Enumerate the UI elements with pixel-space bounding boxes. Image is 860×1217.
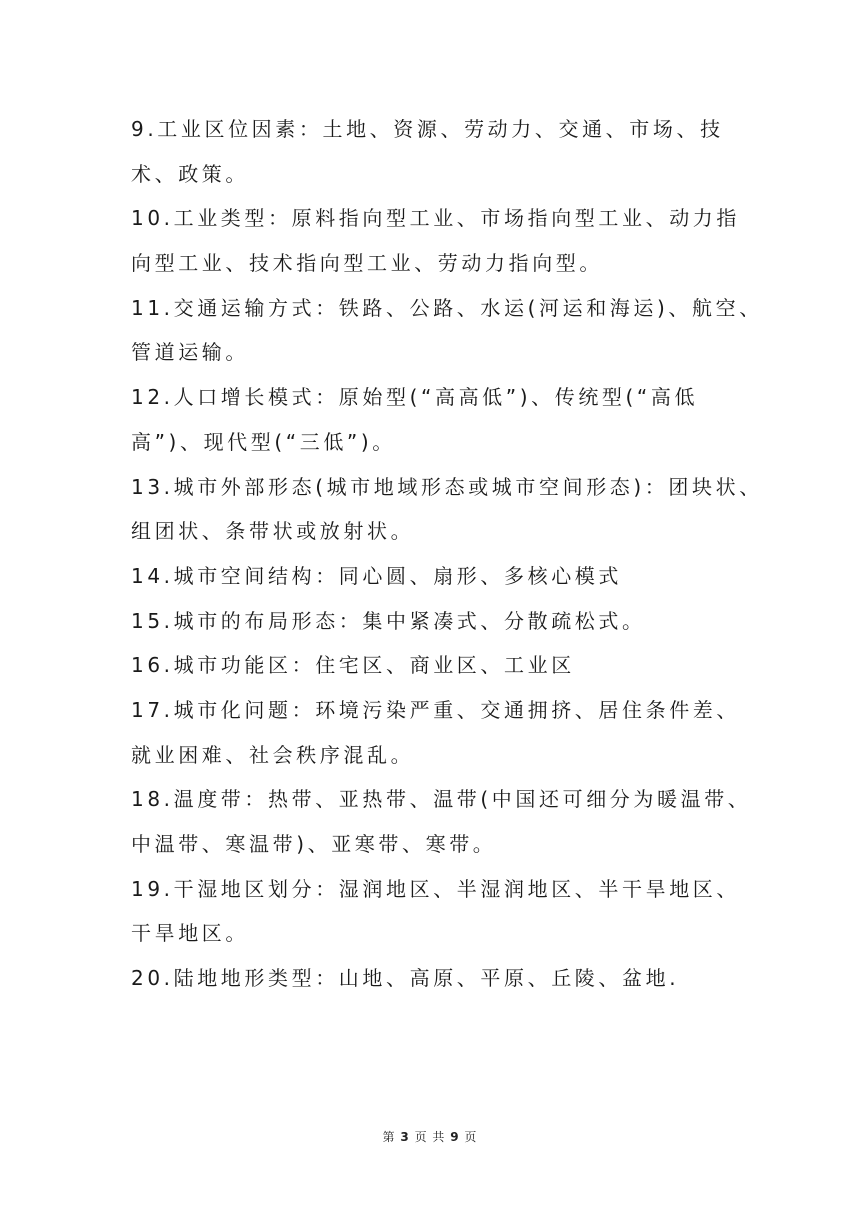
text-line: 19.干湿地区划分：湿润地区、半湿润地区、半干旱地区、 [131, 876, 741, 901]
text-line: 就业困难、社会秩序混乱。 [131, 742, 415, 767]
text-line: 14.城市空间结构：同心圆、扇形、多核心模式 [131, 563, 623, 588]
total-pages-number: 9 [450, 1130, 460, 1144]
current-page-number: 3 [400, 1130, 410, 1144]
text-line: 12.人口增长模式：原始型(“高高低”)、传统型(“高低 [131, 385, 699, 410]
text-line: 16.城市功能区：住宅区、商业区、工业区 [131, 653, 575, 678]
footer-suffix: 页 [464, 1130, 478, 1144]
page-footer [0, 1128, 860, 1145]
footer-prefix: 第 [382, 1130, 396, 1144]
text-line: 高”)、现代型(“三低”)。 [131, 429, 396, 454]
text-line: 20.陆地地形类型：山地、高原、平原、丘陵、盆地. [131, 966, 680, 991]
text-line: 9.工业区位因素：土地、资源、劳动力、交通、市场、技 [131, 117, 724, 141]
text-line: 干旱地区。 [131, 921, 249, 946]
text-line: 向型工业、技术指向型工业、劳动力指向型。 [131, 251, 603, 276]
text-line: 17.城市化问题：环境污染严重、交通拥挤、居住条件差、 [131, 697, 741, 722]
text-line: 术、政策。 [131, 161, 249, 186]
text-line: 15.城市的布局形态：集中紧凑式、分散疏松式。 [131, 608, 646, 633]
document-body [131, 107, 771, 1001]
text-line: 13.城市外部形态(城市地域形态或城市空间形态)：团块状、 [131, 474, 763, 499]
text-line: 10.工业类型：原料指向型工业、市场指向型工业、动力指 [131, 206, 741, 231]
footer-middle: 页 共 [414, 1130, 446, 1144]
text-line: 组团状、条带状或放射状。 [131, 519, 415, 544]
text-line: 18.温度带：热带、亚热带、温带(中国还可细分为暖温带、 [131, 787, 752, 812]
text-line: 11.交通运输方式：铁路、公路、水运(河运和海运)、航空、 [131, 295, 763, 320]
text-line: 管道运输。 [131, 340, 249, 365]
text-line: 中温带、寒温带)、亚寒带、寒带。 [131, 832, 497, 856]
